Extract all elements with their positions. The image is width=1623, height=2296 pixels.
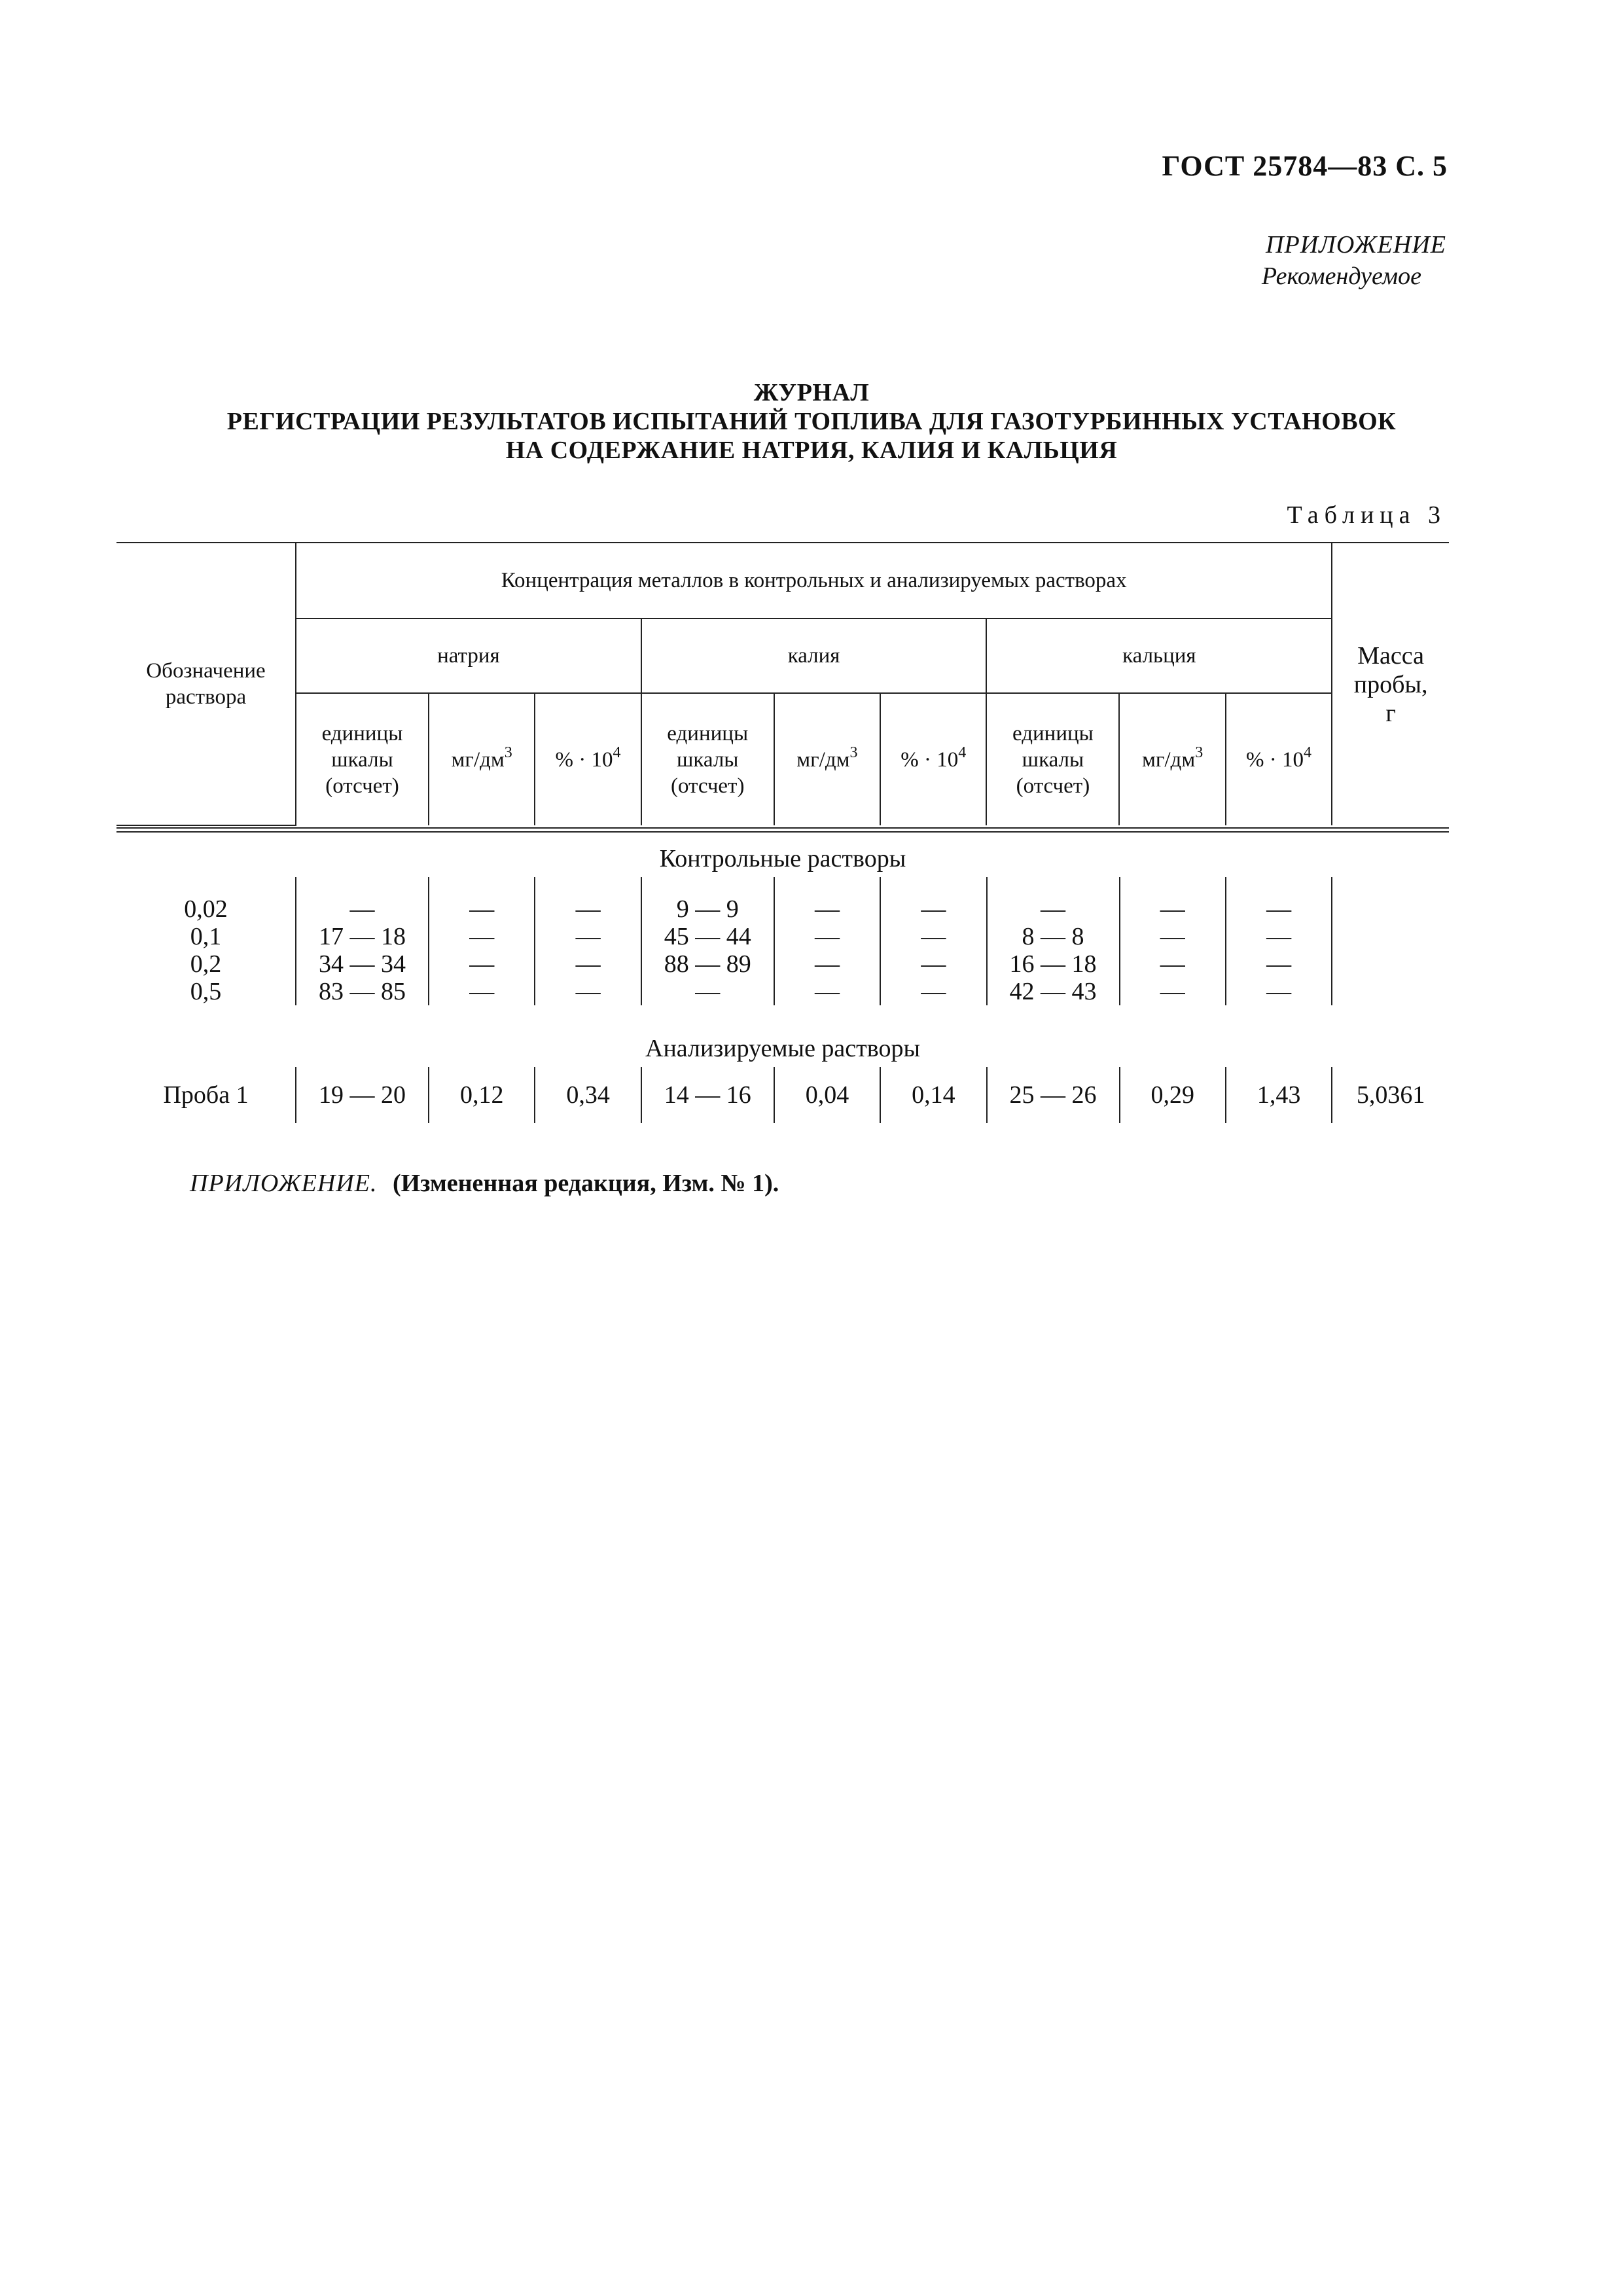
footer-note <box>190 1169 779 1198</box>
control-value: 16 — 18 <box>1009 950 1097 978</box>
control-value-cell <box>1226 877 1332 1005</box>
sub-scale: единицы шкалы (отсчет) <box>296 693 429 825</box>
table-header <box>116 542 1449 826</box>
section-analyzed: Анализируемые растворы <box>645 1035 920 1062</box>
analyzed-value-cell: 0,29 <box>1120 1067 1226 1123</box>
title-line-2: РЕГИСТРАЦИИ РЕЗУЛЬТАТОВ ИСПЫТАНИЙ ТОПЛИВА ДЛЯ ГАЗОТУРБИННЫХ УСТАНОВОК <box>226 408 1397 435</box>
control-value-cell <box>880 877 986 1005</box>
control-value: — <box>575 950 601 978</box>
control-value: 17 — 18 <box>319 923 406 950</box>
control-value: — <box>814 923 840 950</box>
sub-mg: $мг/дм^3$ <box>429 693 535 825</box>
control-value: 42 — 43 <box>1009 978 1097 1005</box>
control-value: — <box>814 895 840 923</box>
control-mass-cell <box>1332 877 1449 1005</box>
control-value: — <box>1266 978 1292 1005</box>
analyzed-value-cell: 0,14 <box>880 1067 986 1123</box>
appendix-label: ПРИЛОЖЕНИЕ <box>1266 231 1446 259</box>
control-value: — <box>1160 978 1185 1005</box>
control-solution-cell <box>116 877 296 1005</box>
control-value: — <box>695 978 721 1005</box>
analyzed-value-cell: 0,34 <box>535 1067 641 1123</box>
journal-title <box>0 378 1623 465</box>
sub-mg: $мг/дм^3$ <box>774 693 880 825</box>
control-value: 0,1 <box>190 923 222 950</box>
control-value: — <box>349 895 375 923</box>
analyzed-block <box>116 1067 1449 1123</box>
analyzed-solution-cell: Проба 1 <box>163 1081 249 1109</box>
control-value: — <box>469 923 495 950</box>
header-double-rule <box>116 827 1449 833</box>
appendix-type: Рекомендуемое <box>1261 262 1421 290</box>
header-potassium: калия <box>641 619 987 693</box>
sub-pct: % · $10^4$ <box>880 693 986 825</box>
control-value-cell <box>296 877 429 1005</box>
control-value: — <box>469 978 495 1005</box>
control-value: — <box>814 978 840 1005</box>
analyzed-value-cell: 1,43 <box>1226 1067 1332 1123</box>
control-value: 9 — 9 <box>676 895 739 923</box>
control-value-cell <box>535 877 641 1005</box>
control-value: — <box>921 978 946 1005</box>
analyzed-value-cell: 25 — 26 <box>987 1067 1120 1123</box>
control-value: — <box>575 923 601 950</box>
analyzed-value-cell: 5,0361 <box>1332 1067 1449 1123</box>
control-value: — <box>1160 923 1185 950</box>
control-value-cell <box>987 877 1120 1005</box>
control-value: — <box>814 950 840 978</box>
table-label: Таблица 3 <box>1287 501 1446 529</box>
title-line-3: НА СОДЕРЖАНИЕ НАТРИЯ, КАЛИЯ И КАЛЬЦИЯ <box>505 437 1118 464</box>
header-concentration: Концентрация металлов в контрольных и анализируемых растворах <box>296 543 1332 619</box>
control-value: — <box>469 950 495 978</box>
control-value: 45 — 44 <box>664 923 751 950</box>
control-value: 0,02 <box>184 895 228 923</box>
analyzed-value-cell: 0,12 <box>429 1067 535 1123</box>
control-value: — <box>1160 950 1185 978</box>
analyzed-value-cell: 0,04 <box>774 1067 880 1123</box>
sub-pct: % · $10^4$ <box>535 693 641 825</box>
control-value: 8 — 8 <box>1022 923 1084 950</box>
analyzed-value-cell: 19 — 20 <box>296 1067 429 1123</box>
control-value: 34 — 34 <box>319 950 406 978</box>
control-block <box>116 877 1449 1005</box>
title-line-1: ЖУРНАЛ <box>753 379 870 406</box>
header-sodium: натрия <box>296 619 641 693</box>
control-value: — <box>575 895 601 923</box>
control-value-cell <box>641 877 774 1005</box>
control-value: — <box>921 950 946 978</box>
header-calcium: кальция <box>986 619 1332 693</box>
control-value-cell <box>429 877 535 1005</box>
control-value: — <box>1266 950 1292 978</box>
control-value-cell <box>774 877 880 1005</box>
control-value: — <box>1266 923 1292 950</box>
control-value: 0,2 <box>190 950 222 978</box>
control-value: — <box>921 895 946 923</box>
appendix-block <box>1262 229 1446 292</box>
control-value: 0,5 <box>190 978 222 1005</box>
analyzed-value-cell: 14 — 16 <box>641 1067 774 1123</box>
sub-mg: $мг/дм^3$ <box>1119 693 1225 825</box>
footer-revision: (Измененная редакция, Изм. № 1). <box>392 1170 779 1197</box>
sub-scale: единицы шкалы (отсчет) <box>641 693 774 825</box>
control-value: — <box>1041 895 1066 923</box>
control-value: — <box>1266 895 1292 923</box>
header-mass: Масса пробы, г <box>1332 543 1449 825</box>
control-value: — <box>469 895 495 923</box>
control-value: — <box>575 978 601 1005</box>
sub-scale: единицы шкалы (отсчет) <box>986 693 1119 825</box>
sub-pct: % · $10^4$ <box>1226 693 1332 825</box>
footer-appendix: ПРИЛОЖЕНИЕ. <box>190 1170 378 1197</box>
header-solution: Обозначение раствора <box>116 543 296 825</box>
control-value: — <box>1160 895 1185 923</box>
section-control: Контрольные растворы <box>659 845 906 872</box>
control-value: — <box>921 923 946 950</box>
control-value-cell <box>1120 877 1226 1005</box>
document-id: ГОСТ 25784—83 С. 5 <box>1162 150 1448 182</box>
control-value: 88 — 89 <box>664 950 751 978</box>
control-value: 83 — 85 <box>319 978 406 1005</box>
